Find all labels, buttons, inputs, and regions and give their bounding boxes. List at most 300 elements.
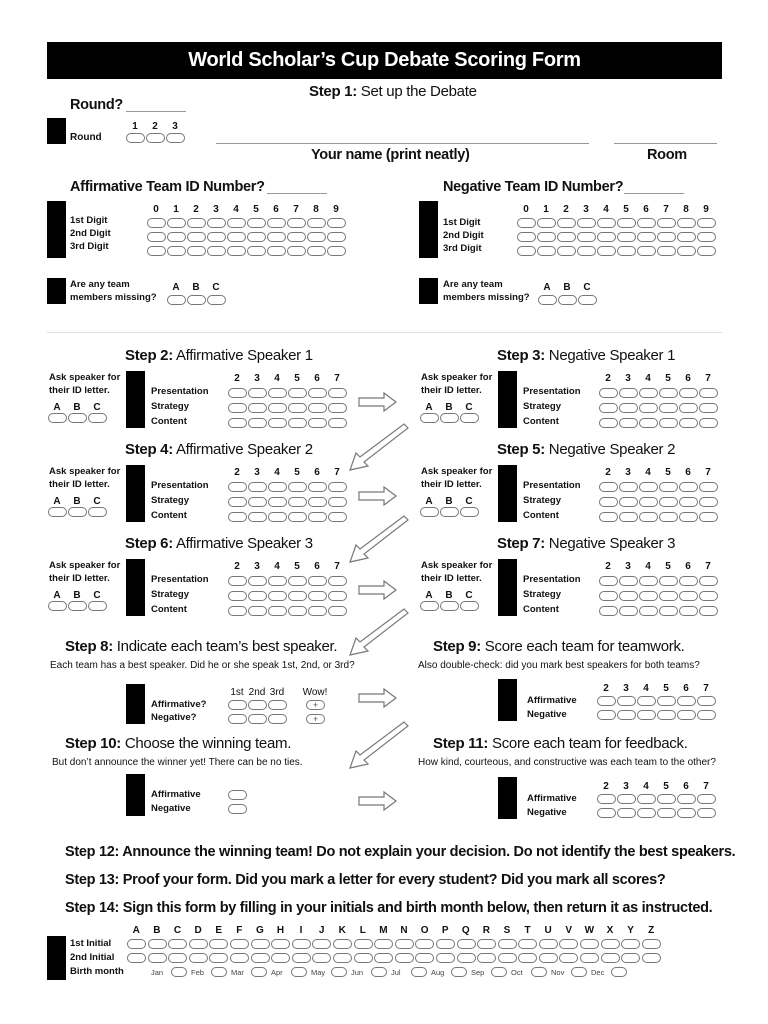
answer-bubble[interactable] — [679, 418, 698, 428]
answer-bubble[interactable] — [328, 591, 347, 601]
answer-bubble[interactable] — [617, 794, 636, 804]
answer-bubble[interactable] — [308, 591, 327, 601]
answer-bubble[interactable] — [557, 232, 576, 242]
bubble-row[interactable] — [127, 951, 661, 965]
answer-bubble[interactable] — [271, 953, 290, 963]
answer-bubble[interactable] — [308, 482, 327, 492]
answer-bubble[interactable] — [207, 232, 226, 242]
answer-bubble[interactable] — [420, 413, 439, 423]
bubble-row[interactable] — [599, 603, 718, 618]
answer-bubble[interactable] — [248, 576, 267, 586]
round-2-bubble[interactable] — [146, 133, 165, 143]
answer-bubble[interactable] — [189, 953, 208, 963]
answer-bubble[interactable] — [697, 246, 716, 256]
answer-bubble[interactable] — [228, 606, 247, 616]
answer-bubble[interactable] — [248, 714, 267, 724]
month-bubble[interactable] — [291, 967, 307, 977]
answer-bubble[interactable] — [677, 218, 696, 228]
answer-bubble[interactable] — [68, 507, 87, 517]
answer-bubble[interactable] — [228, 804, 247, 814]
answer-bubble[interactable] — [679, 591, 698, 601]
answer-bubble[interactable] — [420, 507, 439, 517]
answer-bubble[interactable] — [248, 606, 267, 616]
answer-bubble[interactable] — [639, 576, 658, 586]
answer-bubble[interactable] — [148, 953, 167, 963]
neg-missing-bubbles[interactable] — [538, 293, 597, 307]
answer-bubble[interactable] — [659, 591, 678, 601]
answer-bubble[interactable] — [601, 953, 620, 963]
answer-bubble[interactable] — [619, 576, 638, 586]
answer-bubble[interactable] — [268, 512, 287, 522]
answer-bubble[interactable] — [677, 710, 696, 720]
answer-bubble[interactable] — [288, 403, 307, 413]
bubble-row[interactable] — [147, 244, 346, 258]
answer-bubble[interactable] — [518, 953, 537, 963]
answer-bubble[interactable] — [597, 696, 616, 706]
round-1-bubble[interactable] — [126, 133, 145, 143]
aff-id-write-line[interactable] — [267, 180, 327, 194]
answer-bubble[interactable] — [599, 482, 618, 492]
answer-bubble[interactable] — [247, 232, 266, 242]
answer-bubble[interactable] — [228, 482, 247, 492]
answer-bubble[interactable] — [440, 601, 459, 611]
answer-bubble[interactable] — [659, 576, 678, 586]
answer-bubble[interactable] — [642, 939, 661, 949]
bubble-row[interactable] — [228, 788, 247, 802]
answer-bubble[interactable] — [308, 606, 327, 616]
answer-bubble[interactable] — [147, 246, 166, 256]
answer-bubble[interactable] — [659, 497, 678, 507]
answer-bubble[interactable] — [460, 413, 479, 423]
answer-bubble[interactable] — [457, 953, 476, 963]
answer-bubble[interactable] — [619, 418, 638, 428]
answer-bubble[interactable] — [228, 497, 247, 507]
answer-bubble[interactable] — [328, 512, 347, 522]
bubble-row[interactable] — [228, 802, 247, 816]
bubble-row[interactable] — [599, 494, 718, 509]
answer-bubble[interactable] — [637, 218, 656, 228]
bubble-row[interactable] — [599, 573, 718, 588]
bubble-row[interactable] — [597, 806, 716, 820]
answer-bubble[interactable] — [248, 482, 267, 492]
answer-bubble[interactable] — [267, 232, 286, 242]
month-dec[interactable] — [591, 967, 627, 977]
answer-bubble[interactable] — [639, 482, 658, 492]
answer-bubble[interactable] — [268, 700, 287, 710]
answer-bubble[interactable] — [127, 953, 146, 963]
id-letter-bubbles[interactable] — [48, 599, 107, 613]
answer-bubble[interactable] — [699, 403, 718, 413]
bubble-row[interactable] — [597, 694, 716, 708]
bubble-row[interactable] — [147, 230, 346, 244]
bubble-row[interactable] — [599, 400, 718, 415]
answer-bubble[interactable] — [228, 576, 247, 586]
answer-bubble[interactable] — [48, 601, 67, 611]
answer-bubble[interactable] — [539, 953, 558, 963]
answer-bubble[interactable] — [597, 246, 616, 256]
answer-bubble[interactable] — [659, 403, 678, 413]
bubble-row[interactable] — [228, 385, 347, 400]
answer-bubble[interactable] — [68, 601, 87, 611]
answer-bubble[interactable] — [517, 218, 536, 228]
answer-bubble[interactable] — [268, 403, 287, 413]
answer-bubble[interactable] — [697, 808, 716, 818]
answer-bubble[interactable] — [168, 939, 187, 949]
answer-bubble[interactable] — [395, 953, 414, 963]
aff-missing-bubbles[interactable] — [167, 293, 226, 307]
answer-bubble[interactable] — [679, 403, 698, 413]
answer-bubble[interactable] — [227, 232, 246, 242]
answer-bubble[interactable] — [292, 953, 311, 963]
bubble-row[interactable] — [597, 792, 716, 806]
answer-bubble[interactable] — [659, 606, 678, 616]
answer-bubble[interactable] — [697, 218, 716, 228]
answer-bubble[interactable] — [639, 388, 658, 398]
answer-bubble[interactable] — [374, 953, 393, 963]
answer-bubble[interactable] — [619, 482, 638, 492]
answer-bubble[interactable] — [209, 953, 228, 963]
answer-bubble[interactable] — [230, 939, 249, 949]
answer-bubble[interactable] — [619, 512, 638, 522]
answer-bubble[interactable] — [637, 794, 656, 804]
score-grid[interactable] — [599, 573, 718, 618]
answer-bubble[interactable] — [230, 953, 249, 963]
answer-bubble[interactable] — [677, 794, 696, 804]
answer-bubble[interactable] — [697, 710, 716, 720]
teamwork-grid[interactable] — [597, 694, 716, 722]
answer-bubble[interactable] — [308, 576, 327, 586]
answer-bubble[interactable] — [436, 939, 455, 949]
answer-bubble[interactable] — [227, 218, 246, 228]
answer-bubble[interactable] — [168, 953, 187, 963]
answer-bubble[interactable] — [679, 388, 698, 398]
answer-bubble[interactable] — [292, 939, 311, 949]
answer-bubble[interactable] — [127, 939, 146, 949]
month-bubble[interactable] — [571, 967, 587, 977]
answer-bubble[interactable] — [597, 232, 616, 242]
answer-bubble[interactable] — [436, 953, 455, 963]
answer-bubble[interactable] — [498, 939, 517, 949]
initials-grid[interactable] — [127, 937, 661, 965]
answer-bubble[interactable] — [312, 939, 331, 949]
month-bubble[interactable] — [611, 967, 627, 977]
answer-bubble[interactable] — [268, 606, 287, 616]
bubble-row[interactable] — [228, 588, 347, 603]
answer-bubble[interactable] — [308, 403, 327, 413]
answer-bubble[interactable] — [307, 232, 326, 242]
answer-bubble[interactable] — [271, 939, 290, 949]
answer-bubble[interactable] — [268, 497, 287, 507]
answer-bubble[interactable] — [537, 218, 556, 228]
answer-bubble[interactable] — [440, 413, 459, 423]
answer-bubble[interactable] — [268, 714, 287, 724]
score-grid[interactable] — [228, 573, 347, 618]
bubble-row[interactable] — [228, 712, 287, 726]
id-letter-bubbles[interactable] — [420, 505, 479, 519]
answer-bubble[interactable] — [637, 808, 656, 818]
round-3-bubble[interactable] — [166, 133, 185, 143]
answer-bubble[interactable] — [597, 710, 616, 720]
answer-bubble[interactable] — [267, 246, 286, 256]
bubble-row[interactable] — [597, 708, 716, 722]
answer-bubble[interactable] — [498, 953, 517, 963]
answer-bubble[interactable] — [167, 232, 186, 242]
answer-bubble[interactable] — [207, 295, 226, 305]
answer-bubble[interactable] — [88, 507, 107, 517]
answer-bubble[interactable] — [374, 939, 393, 949]
answer-bubble[interactable] — [599, 576, 618, 586]
answer-bubble[interactable] — [288, 418, 307, 428]
answer-bubble[interactable] — [659, 482, 678, 492]
answer-bubble[interactable] — [288, 497, 307, 507]
birth-month-grid[interactable] — [151, 965, 631, 979]
answer-bubble[interactable] — [518, 939, 537, 949]
answer-bubble[interactable] — [187, 232, 206, 242]
month-bubble[interactable] — [451, 967, 467, 977]
answer-bubble[interactable] — [248, 497, 267, 507]
answer-bubble[interactable] — [88, 413, 107, 423]
answer-bubble[interactable] — [657, 232, 676, 242]
answer-bubble[interactable] — [537, 246, 556, 256]
answer-bubble[interactable] — [659, 388, 678, 398]
answer-bubble[interactable] — [559, 939, 578, 949]
answer-bubble[interactable] — [327, 218, 346, 228]
answer-bubble[interactable] — [228, 403, 247, 413]
answer-bubble[interactable] — [147, 218, 166, 228]
answer-bubble[interactable] — [659, 418, 678, 428]
bubble-row[interactable] — [228, 603, 347, 618]
answer-bubble[interactable] — [617, 696, 636, 706]
answer-bubble[interactable] — [308, 497, 327, 507]
answer-bubble[interactable] — [617, 246, 636, 256]
answer-bubble[interactable] — [699, 606, 718, 616]
month-bubble[interactable] — [531, 967, 547, 977]
answer-bubble[interactable] — [679, 497, 698, 507]
bubble-row[interactable] — [228, 573, 347, 588]
answer-bubble[interactable] — [577, 218, 596, 228]
id-letter-bubbles[interactable] — [48, 505, 107, 519]
answer-bubble[interactable] — [659, 512, 678, 522]
answer-bubble[interactable] — [679, 512, 698, 522]
answer-bubble[interactable] — [207, 246, 226, 256]
id-letter-bubbles[interactable] — [420, 599, 479, 613]
best-speaker-grid[interactable] — [228, 698, 325, 726]
answer-bubble[interactable] — [328, 497, 347, 507]
answer-bubble[interactable] — [68, 413, 87, 423]
month-jun[interactable] — [351, 967, 387, 977]
answer-bubble[interactable] — [699, 388, 718, 398]
answer-bubble[interactable] — [677, 808, 696, 818]
answer-bubble[interactable] — [48, 507, 67, 517]
answer-bubble[interactable] — [619, 403, 638, 413]
answer-bubble[interactable] — [327, 246, 346, 256]
answer-bubble[interactable] — [227, 246, 246, 256]
answer-bubble[interactable] — [288, 388, 307, 398]
answer-bubble[interactable] — [538, 295, 557, 305]
answer-bubble[interactable] — [657, 246, 676, 256]
answer-bubble[interactable] — [247, 246, 266, 256]
month-bubble[interactable] — [211, 967, 227, 977]
answer-bubble[interactable] — [621, 939, 640, 949]
answer-bubble[interactable] — [333, 939, 352, 949]
bubble-row[interactable] — [228, 415, 347, 430]
answer-bubble[interactable] — [597, 808, 616, 818]
bubble-row[interactable] — [517, 216, 716, 230]
answer-bubble[interactable] — [619, 497, 638, 507]
answer-bubble[interactable] — [580, 939, 599, 949]
answer-bubble[interactable] — [248, 700, 267, 710]
answer-bubble[interactable] — [312, 953, 331, 963]
answer-bubble[interactable] — [268, 576, 287, 586]
answer-bubble[interactable] — [167, 295, 186, 305]
score-grid[interactable] — [599, 385, 718, 430]
answer-bubble[interactable] — [637, 696, 656, 706]
answer-bubble[interactable] — [251, 953, 270, 963]
answer-bubble[interactable] — [697, 794, 716, 804]
answer-bubble[interactable] — [639, 512, 658, 522]
month-oct[interactable] — [511, 967, 547, 977]
answer-bubble[interactable] — [248, 403, 267, 413]
month-bubble[interactable] — [251, 967, 267, 977]
answer-bubble[interactable] — [657, 710, 676, 720]
answer-bubble[interactable] — [639, 418, 658, 428]
answer-bubble[interactable] — [599, 606, 618, 616]
answer-bubble[interactable] — [657, 218, 676, 228]
answer-bubble[interactable] — [88, 601, 107, 611]
answer-bubble[interactable] — [187, 246, 206, 256]
answer-bubble[interactable] — [639, 591, 658, 601]
answer-bubble[interactable] — [559, 953, 578, 963]
score-grid[interactable] — [599, 479, 718, 524]
answer-bubble[interactable] — [328, 388, 347, 398]
answer-bubble[interactable] — [248, 512, 267, 522]
month-mar[interactable] — [231, 967, 267, 977]
answer-bubble[interactable] — [328, 403, 347, 413]
answer-bubble[interactable] — [599, 418, 618, 428]
id-letter-bubbles[interactable] — [420, 411, 479, 425]
answer-bubble[interactable] — [677, 246, 696, 256]
month-bubble[interactable] — [171, 967, 187, 977]
answer-bubble[interactable] — [619, 591, 638, 601]
bubble-row[interactable] — [147, 216, 346, 230]
round-write-line[interactable] — [126, 98, 186, 112]
answer-bubble[interactable] — [580, 953, 599, 963]
answer-bubble[interactable] — [248, 388, 267, 398]
name-write-line[interactable] — [216, 130, 589, 144]
month-may[interactable] — [311, 967, 347, 977]
answer-bubble[interactable] — [354, 953, 373, 963]
winner-grid[interactable] — [228, 788, 247, 816]
month-aug[interactable] — [431, 967, 467, 977]
answer-bubble[interactable] — [228, 512, 247, 522]
answer-bubble[interactable] — [189, 939, 208, 949]
answer-bubble[interactable] — [268, 482, 287, 492]
bubble-row[interactable] — [599, 385, 718, 400]
score-grid[interactable] — [228, 385, 347, 430]
answer-bubble[interactable] — [48, 413, 67, 423]
answer-bubble[interactable] — [460, 601, 479, 611]
answer-bubble[interactable] — [247, 218, 266, 228]
id-letter-bubbles[interactable] — [48, 411, 107, 425]
answer-bubble[interactable] — [440, 507, 459, 517]
answer-bubble[interactable] — [477, 953, 496, 963]
neg-digit-grid[interactable] — [517, 216, 716, 258]
answer-bubble[interactable] — [557, 218, 576, 228]
aff-digit-grid[interactable] — [147, 216, 346, 258]
answer-bubble[interactable] — [328, 606, 347, 616]
answer-bubble[interactable] — [599, 512, 618, 522]
bubble-row[interactable] — [228, 400, 347, 415]
answer-bubble[interactable] — [677, 696, 696, 706]
answer-bubble[interactable] — [327, 232, 346, 242]
answer-bubble[interactable] — [288, 482, 307, 492]
answer-bubble[interactable] — [477, 939, 496, 949]
answer-bubble[interactable] — [395, 939, 414, 949]
answer-bubble[interactable] — [677, 232, 696, 242]
answer-bubble[interactable] — [637, 246, 656, 256]
answer-bubble[interactable] — [287, 232, 306, 242]
answer-bubble[interactable] — [354, 939, 373, 949]
round-bubbles[interactable] — [126, 131, 185, 145]
month-bubble[interactable] — [491, 967, 507, 977]
month-bubble[interactable] — [331, 967, 347, 977]
answer-bubble[interactable] — [619, 388, 638, 398]
answer-bubble[interactable] — [328, 576, 347, 586]
wow-plus-icon[interactable]: + — [306, 700, 325, 710]
aff-best-row[interactable] — [228, 698, 325, 712]
answer-bubble[interactable] — [599, 388, 618, 398]
month-jul[interactable] — [391, 967, 427, 977]
answer-bubble[interactable] — [209, 939, 228, 949]
answer-bubble[interactable] — [599, 497, 618, 507]
answer-bubble[interactable] — [415, 939, 434, 949]
answer-bubble[interactable] — [228, 700, 247, 710]
answer-bubble[interactable] — [228, 388, 247, 398]
answer-bubble[interactable] — [457, 939, 476, 949]
answer-bubble[interactable] — [307, 246, 326, 256]
bubble-row[interactable] — [228, 479, 347, 494]
answer-bubble[interactable] — [657, 808, 676, 818]
answer-bubble[interactable] — [697, 232, 716, 242]
answer-bubble[interactable] — [657, 696, 676, 706]
bubble-row[interactable] — [228, 509, 347, 524]
answer-bubble[interactable] — [637, 232, 656, 242]
month-feb[interactable] — [191, 967, 227, 977]
answer-bubble[interactable] — [617, 808, 636, 818]
answer-bubble[interactable] — [460, 507, 479, 517]
answer-bubble[interactable] — [267, 218, 286, 228]
answer-bubble[interactable] — [167, 246, 186, 256]
answer-bubble[interactable] — [228, 418, 247, 428]
answer-bubble[interactable] — [308, 418, 327, 428]
answer-bubble[interactable] — [697, 696, 716, 706]
month-bubble[interactable] — [411, 967, 427, 977]
answer-bubble[interactable] — [639, 497, 658, 507]
answer-bubble[interactable] — [621, 953, 640, 963]
answer-bubble[interactable] — [557, 246, 576, 256]
answer-bubble[interactable] — [599, 403, 618, 413]
answer-bubble[interactable] — [308, 512, 327, 522]
answer-bubble[interactable] — [251, 939, 270, 949]
answer-bubble[interactable] — [639, 403, 658, 413]
answer-bubble[interactable] — [642, 953, 661, 963]
answer-bubble[interactable] — [288, 512, 307, 522]
month-jan[interactable] — [151, 967, 187, 977]
answer-bubble[interactable] — [699, 576, 718, 586]
answer-bubble[interactable] — [577, 232, 596, 242]
answer-bubble[interactable] — [679, 576, 698, 586]
bubble-row[interactable] — [228, 494, 347, 509]
